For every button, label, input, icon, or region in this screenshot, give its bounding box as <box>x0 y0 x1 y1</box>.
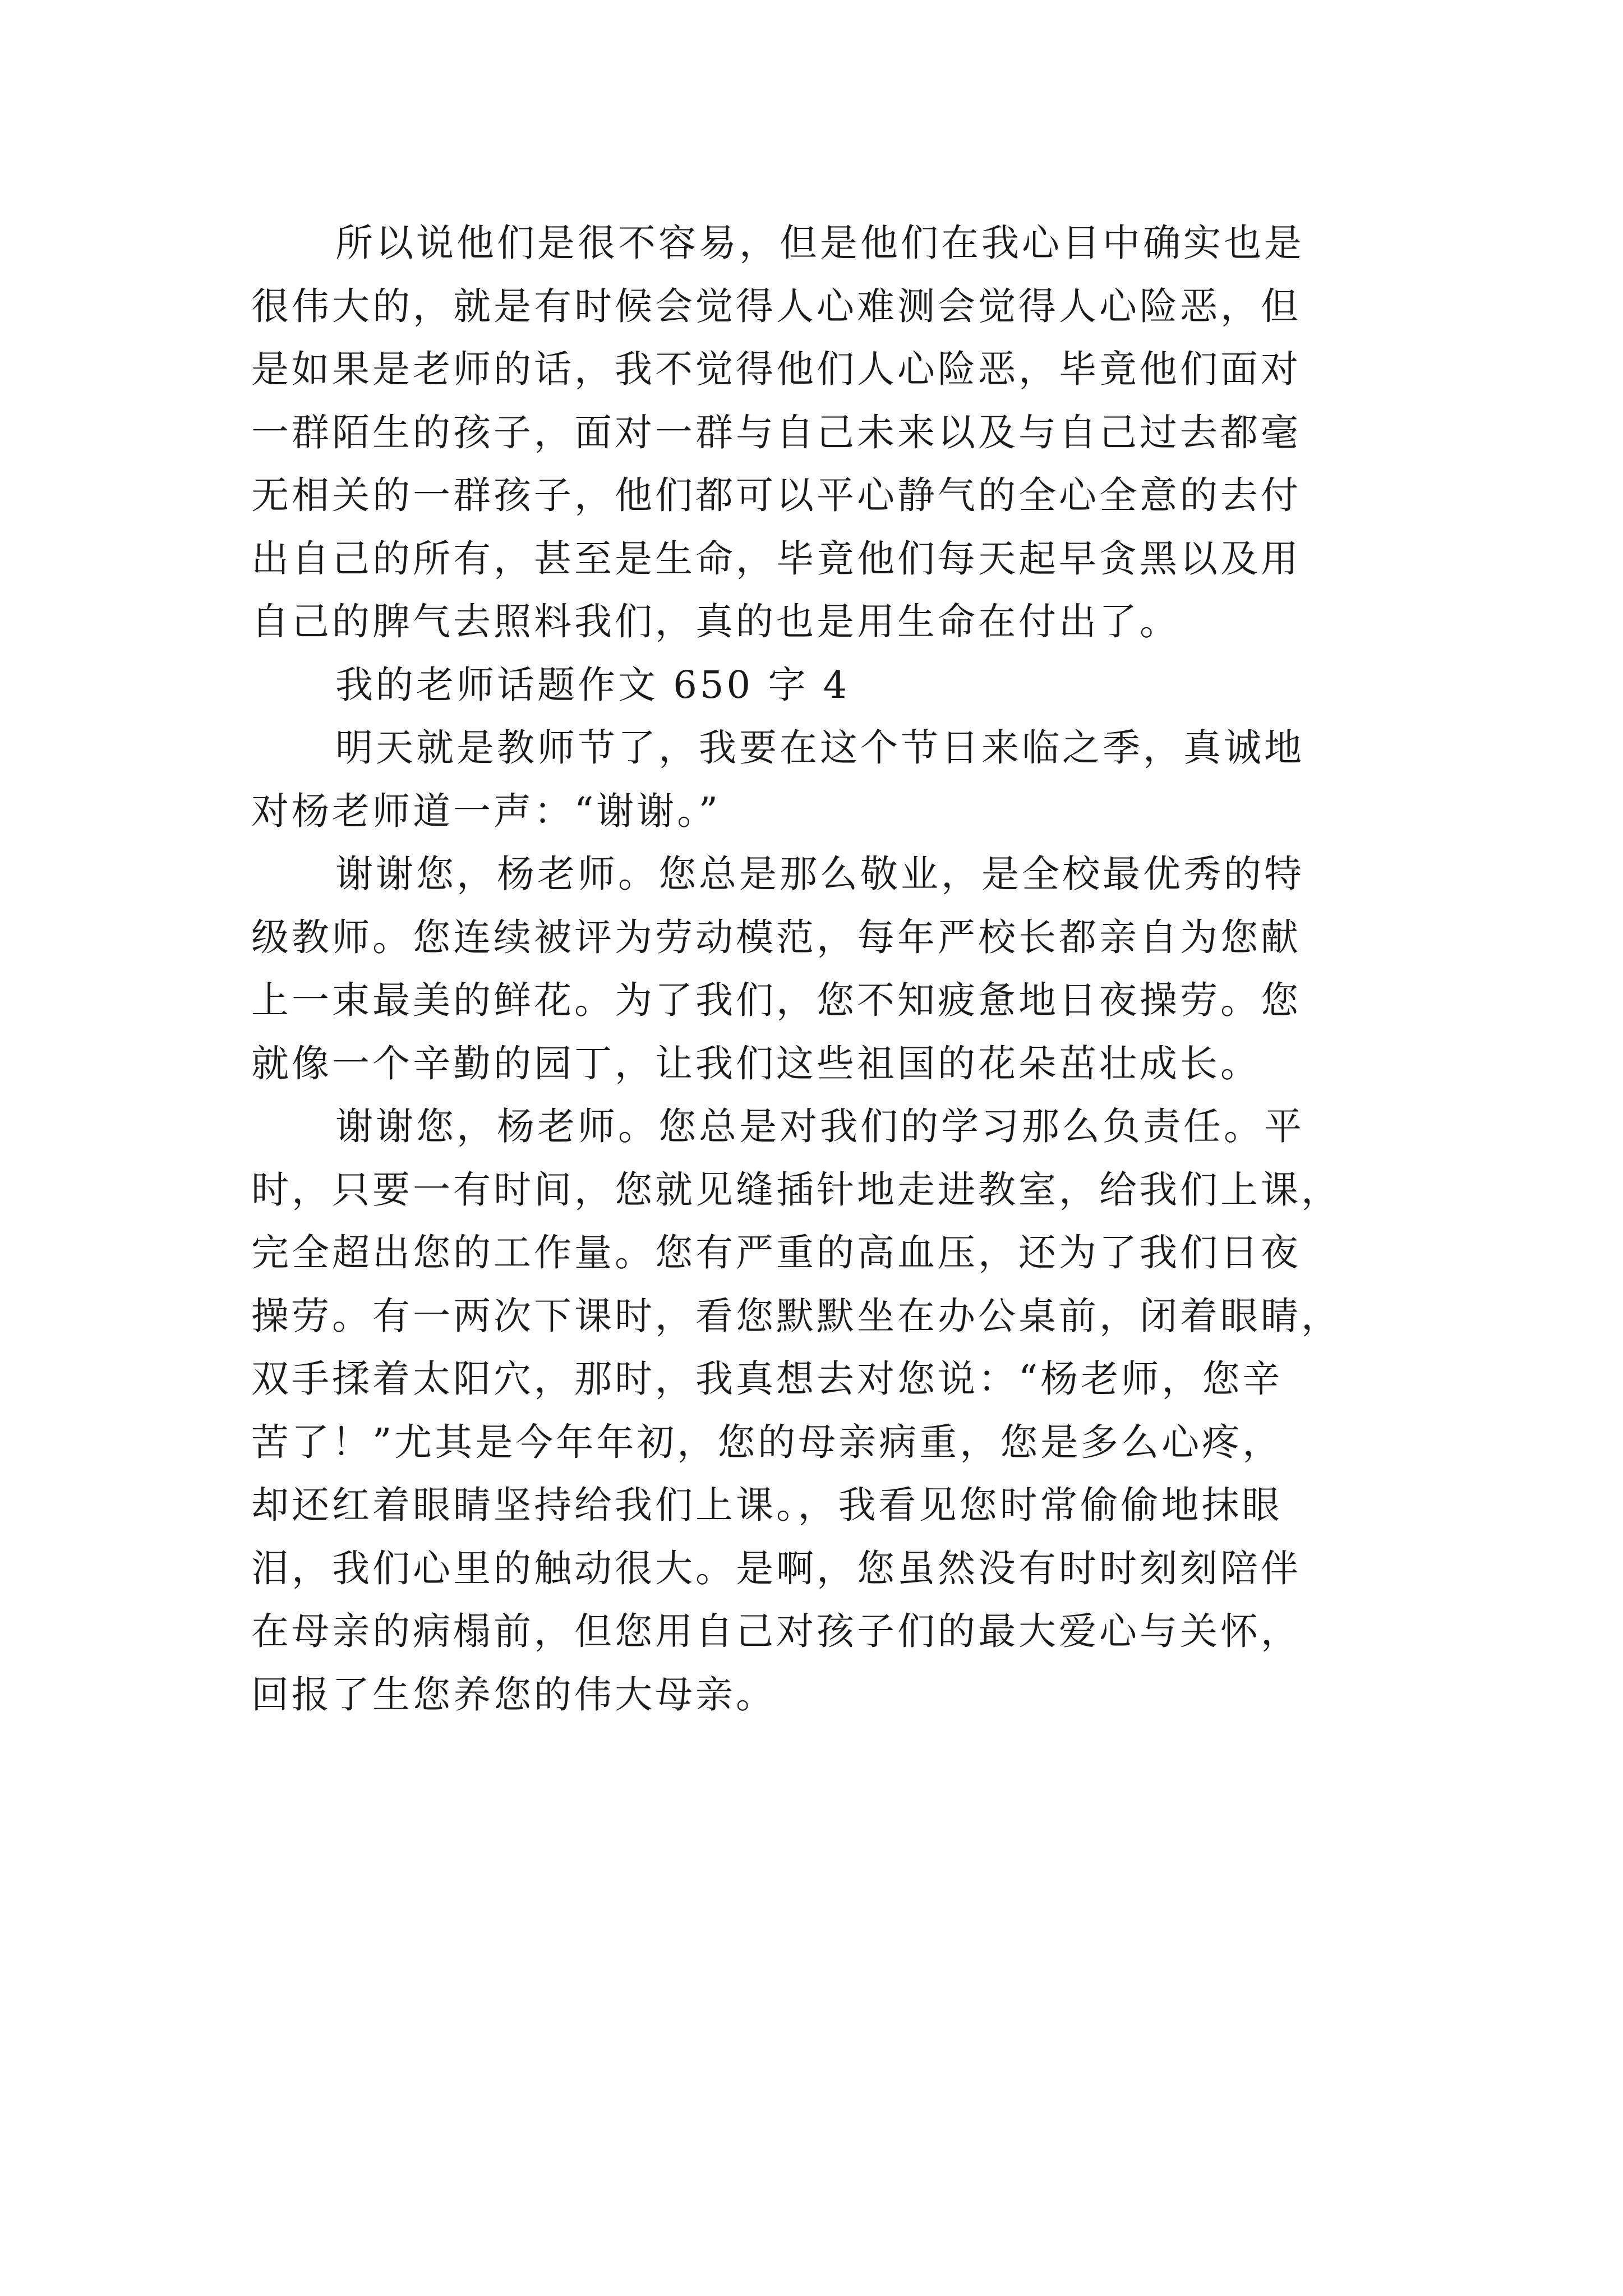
paragraph-2 <box>251 716 1395 843</box>
text-line: 双手揉着太阳穴，那时，我真想去对您说：“杨老师，您辛 <box>251 1357 1283 1401</box>
text-line: 回报了生您养您的伟大母亲。 <box>251 1672 776 1717</box>
paragraph-4 <box>251 1095 1395 1726</box>
text-line: 所以说他们是很不容易，但是他们在我心目中确实也是 <box>335 221 1304 265</box>
text-line: 自己的脾气去照料我们，真的也是用生命在付出了。 <box>251 600 1180 643</box>
text-line: 苦了！”尤其是今年年初，您的母亲病重，您是多么心疼， <box>251 1420 1283 1464</box>
text-line: 出自己的所有，甚至是生命，毕竟他们每天起早贪黑以及用 <box>251 536 1301 581</box>
text-line: 明天就是教师节了，我要在这个节日来临之季，真诚地 <box>335 726 1304 770</box>
text-line: 操劳。有一两次下课时，看您默默坐在办公桌前，闭着眼睛， <box>251 1294 1341 1338</box>
text-line: 很伟大的，就是有时候会觉得人心难测会觉得人心险恶，但 <box>251 284 1301 328</box>
text-line: 级教师。您连续被评为劳动模范，每年严校长都亲自为您献 <box>251 915 1301 959</box>
text-line: 上一束最美的鲜花。为了我们，您不知疲惫地日夜操劳。您 <box>251 978 1301 1022</box>
text-line: 泪，我们心里的触动很大。是啊，您虽然没有时时刻刻陪伴 <box>251 1546 1301 1590</box>
section-heading <box>251 654 1395 717</box>
text-line: 是如果是老师的话，我不觉得他们人心险恶，毕竟他们面对 <box>251 347 1301 391</box>
text-line: 完全超出您的工作量。您有严重的高血压，还为了我们日夜 <box>251 1231 1301 1274</box>
document-body <box>251 211 1395 1726</box>
text-line: 对杨老师道一声：“谢谢。” <box>251 789 721 833</box>
text-line: 一群陌生的孩子，面对一群与自己未来以及与自己过去都毫 <box>251 410 1301 454</box>
text-line: 谢谢您，杨老师。您总是那么敬业，是全校最优秀的特 <box>335 852 1304 896</box>
text-line: 时，只要一有时间，您就见缝插针地走进教室，给我们上课， <box>251 1167 1341 1212</box>
text-line: 无相关的一群孩子，他们都可以平心静气的全心全意的去付 <box>251 473 1301 517</box>
text-line: 就像一个辛勤的园丁，让我们这些祖国的花朵茁壮成长。 <box>251 1041 1261 1085</box>
heading-text: 我的老师话题作文 650 字 4 <box>335 662 850 707</box>
paragraph-1 <box>251 211 1395 654</box>
text-line: 谢谢您，杨老师。您总是对我们的学习那么负责任。平 <box>335 1105 1304 1148</box>
text-line: 却还红着眼睛坚持给我们上课。，我看见您时常偷偷地抹眼 <box>251 1483 1283 1527</box>
text-line: 在母亲的病榻前，但您用自己对孩子们的最大爱心与关怀， <box>251 1609 1301 1653</box>
paragraph-3 <box>251 843 1395 1095</box>
